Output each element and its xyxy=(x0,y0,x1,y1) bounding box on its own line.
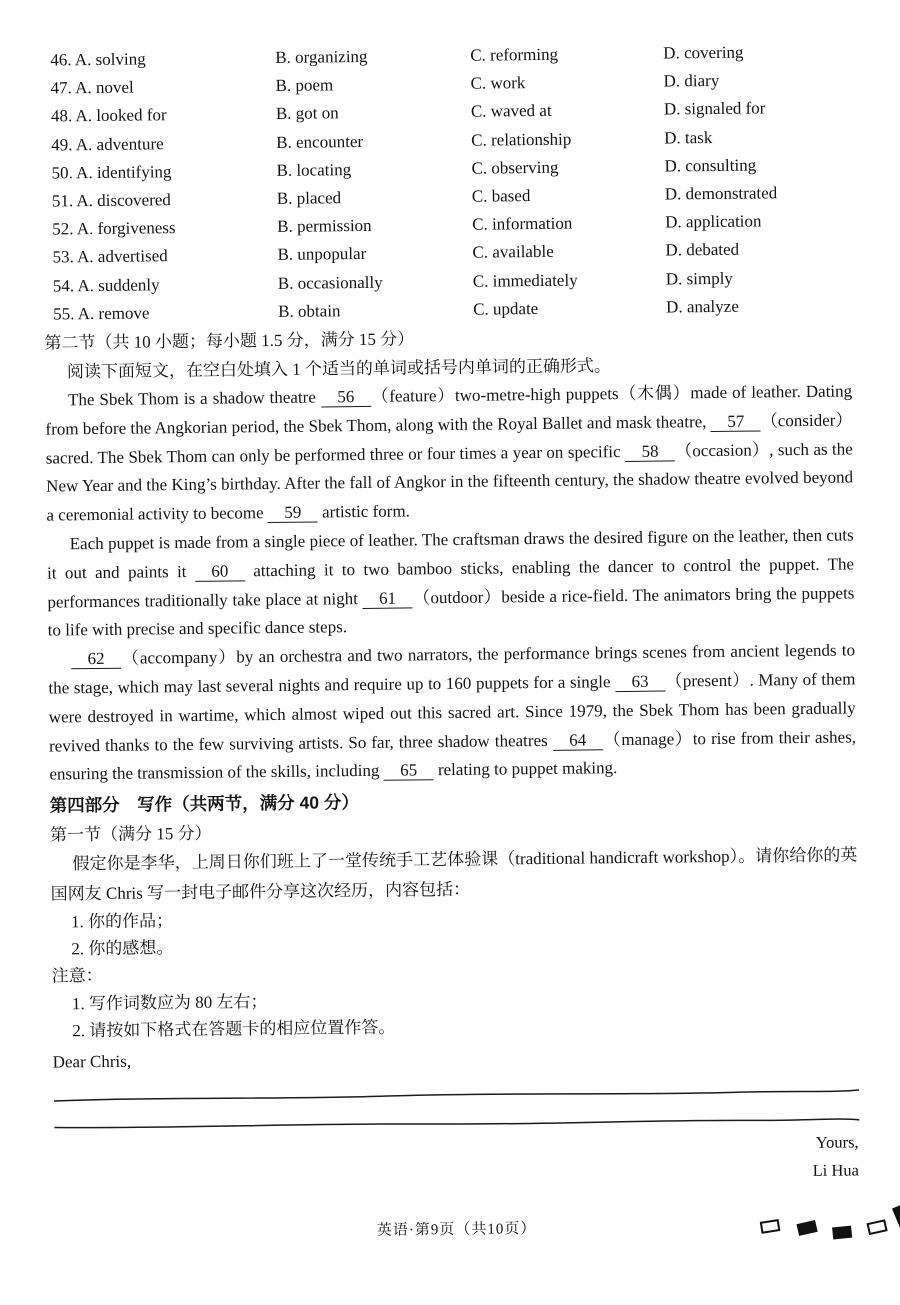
option-cell: C. update xyxy=(473,298,539,319)
section2-heading: 第二节（共 10 小题；每小题 1.5 分，满分 15 分） xyxy=(44,329,415,353)
cloze-blank-58: 58 xyxy=(625,441,675,462)
cloze-blank-61: 61 xyxy=(362,588,412,609)
option-cell: 53. A. advertised xyxy=(52,246,168,267)
option-cell: 46. A. solving xyxy=(50,49,146,70)
writing-points xyxy=(51,900,859,963)
option-cell: 54. A. suddenly xyxy=(52,274,160,296)
closing-block xyxy=(54,1128,862,1193)
writing-line xyxy=(53,1086,860,1104)
valediction: Yours, xyxy=(815,1132,859,1152)
passage-paragraph: Each puppet is made from a single piece of leather. The craftsman draws the desired figure on the leather, then cuts it out and paints it 60 attaching it to two bamboo sticks, enabling the dancer to control the puppet. The performances traditionally take place at night 61 （outdoor）beside a rice-field. The animators bring the puppets to life with precise and specific dance steps. xyxy=(46,525,855,640)
option-cell: B. encounter xyxy=(276,131,364,152)
option-cell: C. work xyxy=(470,73,526,93)
option-cell: C. observing xyxy=(471,157,559,178)
part4-section1-heading: 第一节（满分 15 分） xyxy=(49,823,212,845)
cloze-passage xyxy=(45,377,857,789)
option-cell: D. task xyxy=(664,127,713,148)
option-cell: D. diary xyxy=(663,71,720,91)
writing-prompt: 假定你是李华，上周日你们班上了一堂传统手工艺体验课（traditional handicraft workshop）。请你给你的英国网友 Chris 写一封电子邮件分享这次经历，内容包括： xyxy=(50,845,858,904)
option-cell: B. unpopular xyxy=(277,244,367,265)
option-cell: C. waved at xyxy=(470,101,552,122)
option-cell: C. information xyxy=(472,213,573,234)
option-cell: 51. A. discovered xyxy=(51,190,171,211)
list-item: 1. 写作词数应为 80 左右； xyxy=(71,991,268,1013)
option-cell: C. reforming xyxy=(470,44,559,65)
signature: Li Hua xyxy=(812,1160,860,1180)
passage-paragraph: The Sbek Thom is a shadow theatre 56 （feature）two-metre-high puppets（木偶）made of leather. Dating from before the Angkorian period, the Sbek Thom, along with the Royal Ballet and mask theatre, 57 （consider）sacred. The Sbek Thom can only be performed three or four times a year on specific 58 （occasion）, such as the New Year and the King’s birthday. After the fall of Angkor in the fifteenth century, the shadow theatre evolved beyond a ceremonial activity to become 59 artistic form. xyxy=(45,381,854,525)
option-cell: 49. A. adventure xyxy=(51,133,164,155)
cloze-blank-56: 56 xyxy=(321,387,371,408)
option-cell: C. immediately xyxy=(472,270,578,291)
option-cell: B. placed xyxy=(276,188,342,208)
passage-paragraph: 62 （accompany）by an orchestra and two narrators, the performance brings scenes from ancient legends to the stage, which may last several nights and require up to 160 puppets for a single 63 （present）. Many of them were destroyed in wartime, which almost wiped out this sacred art. Since 1979, the Sbek Thom has been gradually revived thanks to the few surviving artists. So far, three shadow theatres 64 （manage）to rise from their ashes, ensuring the transmission of the skills, including 65 relating to puppet making. xyxy=(48,640,857,784)
cloze-blank-60: 60 xyxy=(195,561,245,582)
salutation: Dear Chris, xyxy=(52,1051,132,1072)
list-item: 2. 你的感想。 xyxy=(71,938,174,959)
registration-mark xyxy=(832,1226,852,1240)
cloze-blank-64: 64 xyxy=(553,730,603,751)
notice-label: 注意： xyxy=(51,966,103,986)
option-cell: D. demonstrated xyxy=(664,183,778,204)
option-cell: 50. A. identifying xyxy=(51,161,172,183)
option-cell: 48. A. looked for xyxy=(50,105,167,126)
list-item: 1. 你的作品； xyxy=(70,911,174,932)
cloze-blank-59: 59 xyxy=(268,503,318,524)
option-cell: D. covering xyxy=(663,42,744,63)
part4-heading: 第四部分 写作（共两节，满分 40 分） xyxy=(49,792,360,816)
cloze-blank-62: 62 xyxy=(71,649,121,670)
option-cell: B. permission xyxy=(277,216,372,237)
list-item: 2. 请按如下格式在答题卡的相应位置作答。 xyxy=(72,1017,396,1040)
option-cell: C. available xyxy=(472,242,554,263)
option-cell: B. poem xyxy=(275,75,334,96)
writing-notes xyxy=(52,981,860,1044)
option-cell: D. simply xyxy=(665,268,733,289)
option-cell: 52. A. forgiveness xyxy=(52,218,176,239)
option-cell: D. consulting xyxy=(664,155,757,176)
page-footer: 英语·第9页（共10页） xyxy=(376,1221,537,1239)
cloze-blank-65: 65 xyxy=(384,761,434,782)
option-cell: 55. A. remove xyxy=(53,303,150,324)
option-cell: B. organizing xyxy=(275,46,368,67)
option-cell: D. analyze xyxy=(666,296,739,317)
option-cell: D. debated xyxy=(665,240,740,260)
option-cell: D. application xyxy=(665,211,762,232)
cloze-blank-57: 57 xyxy=(711,411,761,432)
option-cell: C. relationship xyxy=(471,129,572,150)
cloze-blank-63: 63 xyxy=(615,672,665,693)
option-cell: B. got on xyxy=(275,103,339,124)
option-cell: 47. A. novel xyxy=(50,77,134,98)
option-cell: B. obtain xyxy=(278,301,341,321)
section2-instruction: 阅读下面短文，在空白处填入 1 个适当的单词或括号内单词的正确形式。 xyxy=(66,356,611,382)
option-cell: C. based xyxy=(471,186,531,206)
options-table xyxy=(41,37,851,328)
option-cell: B. occasionally xyxy=(277,272,383,293)
option-cell: B. locating xyxy=(276,159,352,180)
option-cell: D. signaled for xyxy=(663,98,766,119)
